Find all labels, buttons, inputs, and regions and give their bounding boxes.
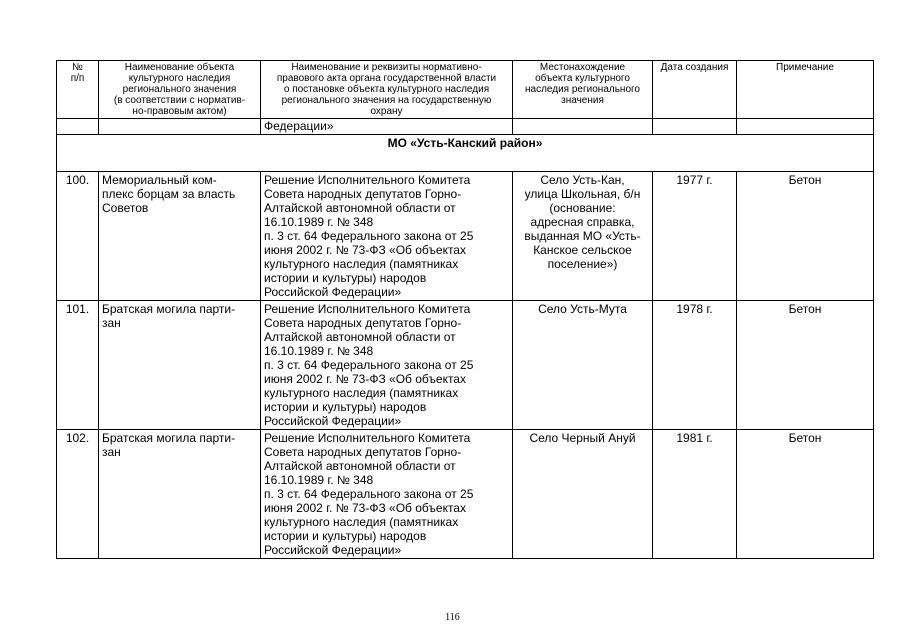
continuation-row: [57, 119, 874, 135]
section-title: МО «Усть-Канский район»: [57, 135, 874, 172]
continuation-note: [737, 119, 874, 135]
row-location: Село Усть-Кан, улица Школьная, б/н (основание: адресная справка, выданная МО «Усть- Канское сельское поселение»): [513, 172, 653, 301]
table-row: [57, 430, 874, 559]
row-legal-act: Решение Исполнительного Комитета Совета народных депутатов Горно- Алтайской автономной области от 16.10.1989 г. № 348 п. 3 ст. 64 Федерального закона от 25 июня 2002 г. № 73-ФЗ «Об объектах культурного наследия (памятниках истории и культуры) народов Российской Федерации»: [261, 301, 513, 430]
header-creation-date: Дата создания: [653, 61, 737, 119]
row-creation-date: 1978 г.: [653, 301, 737, 430]
page-number: 116: [445, 612, 460, 623]
row-number: 102.: [57, 430, 99, 559]
row-object-name: Братская могила парти- зан: [99, 301, 261, 430]
header-note: Примечание: [737, 61, 874, 119]
row-legal-act: Решение Исполнительного Комитета Совета народных депутатов Горно- Алтайской автономной области от 16.10.1989 г. № 348 п. 3 ст. 64 Федерального закона от 25 июня 2002 г. № 73-ФЗ «Об объектах культурного наследия (памятниках истории и культуры) народов Российской Федерации»: [261, 430, 513, 559]
row-number: 100.: [57, 172, 99, 301]
table-row: [57, 172, 874, 301]
table-row: [57, 301, 874, 430]
heritage-register-table: [56, 60, 874, 559]
row-note: Бетон: [737, 301, 874, 430]
header-location: Местонахождение объекта культурного наследия регионального значения: [513, 61, 653, 119]
row-creation-date: 1977 г.: [653, 172, 737, 301]
row-location: Село Черный Ануй: [513, 430, 653, 559]
continuation-act: Федерации»: [261, 119, 513, 135]
row-location: Село Усть-Мута: [513, 301, 653, 430]
row-note: Бетон: [737, 430, 874, 559]
continuation-date: [653, 119, 737, 135]
row-note: Бетон: [737, 172, 874, 301]
row-object-name: Мемориальный ком- плекс борцам за власть Советов: [99, 172, 261, 301]
continuation-number: [57, 119, 99, 135]
row-object-name: Братская могила парти- зан: [99, 430, 261, 559]
row-legal-act: Решение Исполнительного Комитета Совета народных депутатов Горно- Алтайской автономной области от 16.10.1989 г. № 348 п. 3 ст. 64 Федерального закона от 25 июня 2002 г. № 73-ФЗ «Об объектах культурного наследия (памятниках истории и культуры) народов Российской Федерации»: [261, 172, 513, 301]
header-number: № п/п: [57, 61, 99, 119]
continuation-name: [99, 119, 261, 135]
table-header-row: [57, 61, 874, 119]
section-row: [57, 135, 874, 172]
header-object-name: Наименование объекта культурного наследия регионального значения (в соответствии с норматив- но-правовым актом): [99, 61, 261, 119]
header-legal-act: Наименование и реквизиты нормативно- правового акта органа государственной власти о постановке объекта культурного наследия регионального значения на государственную охрану: [261, 61, 513, 119]
row-number: 101.: [57, 301, 99, 430]
continuation-location: [513, 119, 653, 135]
row-creation-date: 1981 г.: [653, 430, 737, 559]
